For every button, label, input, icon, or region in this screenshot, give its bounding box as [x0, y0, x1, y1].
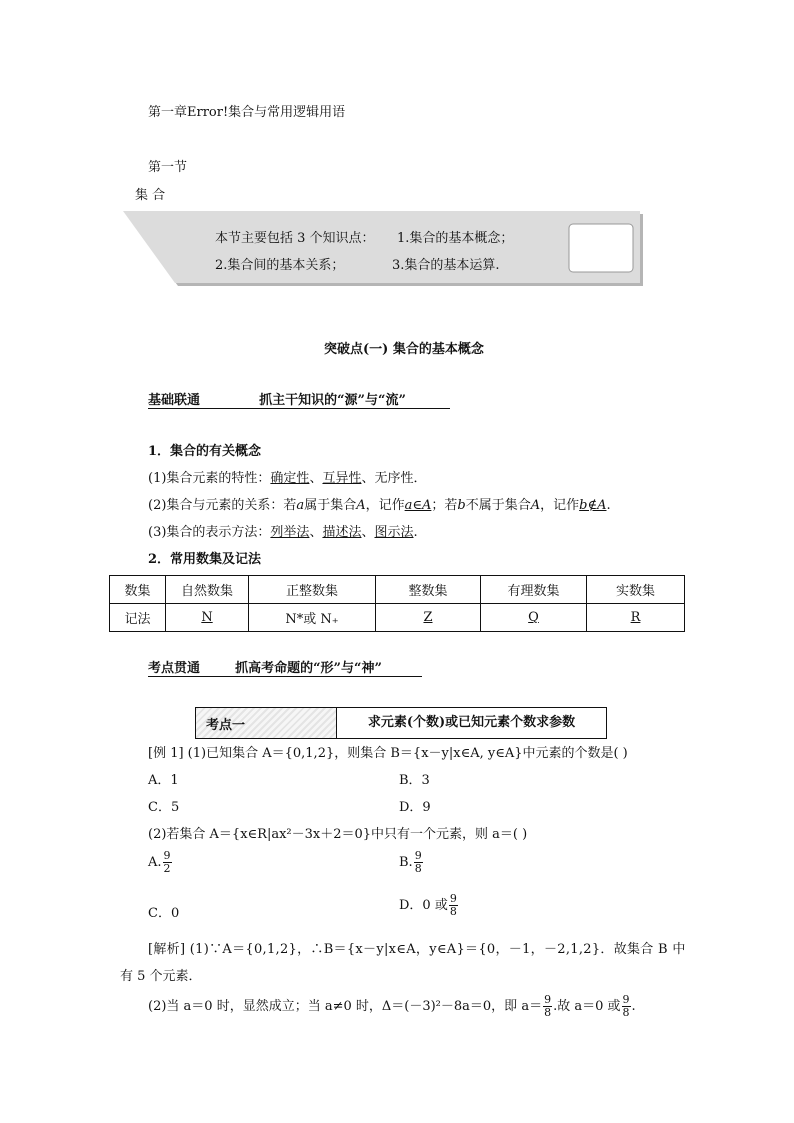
- summary-banner: [120, 210, 646, 290]
- p2-v4: A: [530, 498, 541, 513]
- table-cell: 记法: [110, 604, 166, 632]
- fraction: [543, 994, 552, 1019]
- solution-line-3: [148, 994, 636, 1019]
- p2-d: ；若: [431, 498, 458, 513]
- p3-tail: .: [413, 525, 418, 540]
- exam-heading: [148, 657, 422, 677]
- p3-sep1: 、: [309, 525, 323, 540]
- numerator: 9: [622, 993, 630, 1006]
- numerator: 9: [163, 849, 171, 862]
- p2-v3: b: [457, 498, 466, 513]
- banner-blank-box: [569, 224, 633, 272]
- chapter-title: 第一章Error!集合与常用逻辑用语: [148, 105, 346, 120]
- table-cell: 自然数集: [166, 576, 249, 604]
- table-cell: R: [587, 604, 685, 632]
- solution-line-1: [解析] (1)∵A＝{0,1,2}，∴B＝{x－y|x∈A，y∈A}＝{0，－1，－2,1,2}．故集合 B 中: [148, 942, 686, 957]
- kaodian-box: [195, 707, 607, 739]
- kaodian-topic: 求元素(个数)或已知元素个数求参数: [367, 715, 576, 730]
- p1-k2: 互异性: [322, 471, 362, 486]
- breakthrough-title: 突破点(一) 集合的基本概念: [324, 342, 484, 357]
- table-cell: 整数集: [376, 576, 481, 604]
- fraction: [449, 893, 458, 918]
- basics-heading: [148, 389, 450, 409]
- sol3-a: (2)当 a＝0 时，显然成立；当 a≠0 时，Δ＝(－3)²－8a＝0，即 a＝: [148, 999, 543, 1014]
- p2-e: 不属于集合: [465, 498, 531, 513]
- p2-f: ，记作: [540, 498, 580, 513]
- table-cell: Q: [481, 604, 587, 632]
- banner-line1b: 1.集合的基本概念；: [397, 231, 514, 246]
- p1-a: (1)集合元素的特性：: [148, 471, 271, 486]
- basics-label: 基础联通: [148, 393, 201, 408]
- table-cell: N*或 N₊: [249, 604, 376, 632]
- table-cell: Z: [376, 604, 481, 632]
- option-d: D．9: [399, 800, 431, 815]
- example-question-1: [例 1] (1)已知集合 A＝{0,1,2}，则集合 B＝{x－y|x∈A, y∈A}中元素的个数是( ): [148, 746, 628, 761]
- table-row: [110, 604, 685, 632]
- p3-k3: 图示法: [374, 525, 414, 540]
- numerator: 9: [449, 892, 457, 905]
- exam-label: 考点贯通: [148, 661, 201, 676]
- p1-tail: 、无序性．: [361, 471, 427, 486]
- sol3-b: .故 a＝0 或: [553, 999, 621, 1014]
- fraction: [414, 850, 423, 875]
- sol3-c: .: [631, 999, 636, 1014]
- option-a: A．1: [148, 773, 179, 788]
- table-cell: 正整数集: [249, 576, 376, 604]
- exam-tagline: 抓高考命题的“形”与“神”: [235, 661, 382, 676]
- kaodian-label: 考点一: [206, 718, 246, 733]
- section-number: 第一节: [148, 160, 188, 175]
- option-d2: [399, 893, 459, 918]
- banner-line2a: 2.集合间的基本关系；: [215, 258, 345, 273]
- fraction: [622, 994, 631, 1019]
- p1-k1: 确定性: [270, 471, 310, 486]
- p2-b: 属于集合: [304, 498, 357, 513]
- p3-k1: 列举法: [270, 525, 310, 540]
- p2-c: ，记作: [365, 498, 405, 513]
- option-a2-prefix: A.: [148, 855, 162, 870]
- p3-a: (3)集合的表示方法：: [148, 525, 271, 540]
- option-c2: C．0: [148, 906, 180, 921]
- denominator: 8: [622, 1006, 630, 1019]
- denominator: 8: [544, 1006, 552, 1019]
- option-d2-prefix: D．0 或: [399, 898, 448, 913]
- p2-a: (2)集合与元素的关系：若: [148, 498, 297, 513]
- example-question-2: (2)若集合 A＝{x∈R|ax²－3x＋2＝0}中只有一个元素，则 a＝( ): [148, 827, 528, 842]
- table-cell: 数集: [110, 576, 166, 604]
- option-a2: [148, 850, 173, 875]
- fraction: [163, 850, 172, 875]
- numerator: 9: [544, 993, 552, 1006]
- p2-g: .: [606, 498, 611, 513]
- denominator: 2: [163, 862, 171, 875]
- concept-p2: [148, 494, 611, 513]
- kaodian-label-cell: [196, 708, 337, 738]
- denominator: 8: [414, 862, 422, 875]
- concept-heading-2: 2．常用数集及记法: [148, 552, 262, 567]
- banner-line1a: 本节主要包括 3 个知识点：: [215, 231, 375, 246]
- p2-v2: A: [356, 498, 366, 513]
- section-title: 集 合: [135, 188, 166, 203]
- p1-sep: 、: [309, 471, 323, 486]
- option-b: B．3: [399, 773, 430, 788]
- p3-sep2: 、: [361, 525, 375, 540]
- concept-heading-1: 1．集合的有关概念: [148, 444, 262, 459]
- option-b2-prefix: B.: [399, 855, 413, 870]
- concept-p1: [148, 467, 426, 486]
- p2-v1: a: [296, 498, 305, 513]
- number-set-table: [109, 575, 685, 632]
- p3-k2: 描述法: [322, 525, 362, 540]
- table-cell: 实数集: [587, 576, 685, 604]
- option-c: C．5: [148, 800, 180, 815]
- option-b2: [399, 850, 424, 875]
- p2-k2: b∉A: [579, 498, 607, 513]
- denominator: 8: [449, 905, 457, 918]
- concept-p3: [148, 521, 418, 540]
- table-cell: N: [166, 604, 249, 632]
- solution-line-2: 有 5 个元素．: [120, 969, 202, 984]
- numerator: 9: [414, 849, 422, 862]
- table-header-row: [110, 576, 685, 604]
- basics-tagline: 抓主干知识的“源”与“流”: [259, 393, 406, 408]
- table-cell: 有理数集: [481, 576, 587, 604]
- banner-line2b: 3.集合的基本运算.: [392, 258, 500, 273]
- p2-k1: a∈A: [404, 498, 432, 513]
